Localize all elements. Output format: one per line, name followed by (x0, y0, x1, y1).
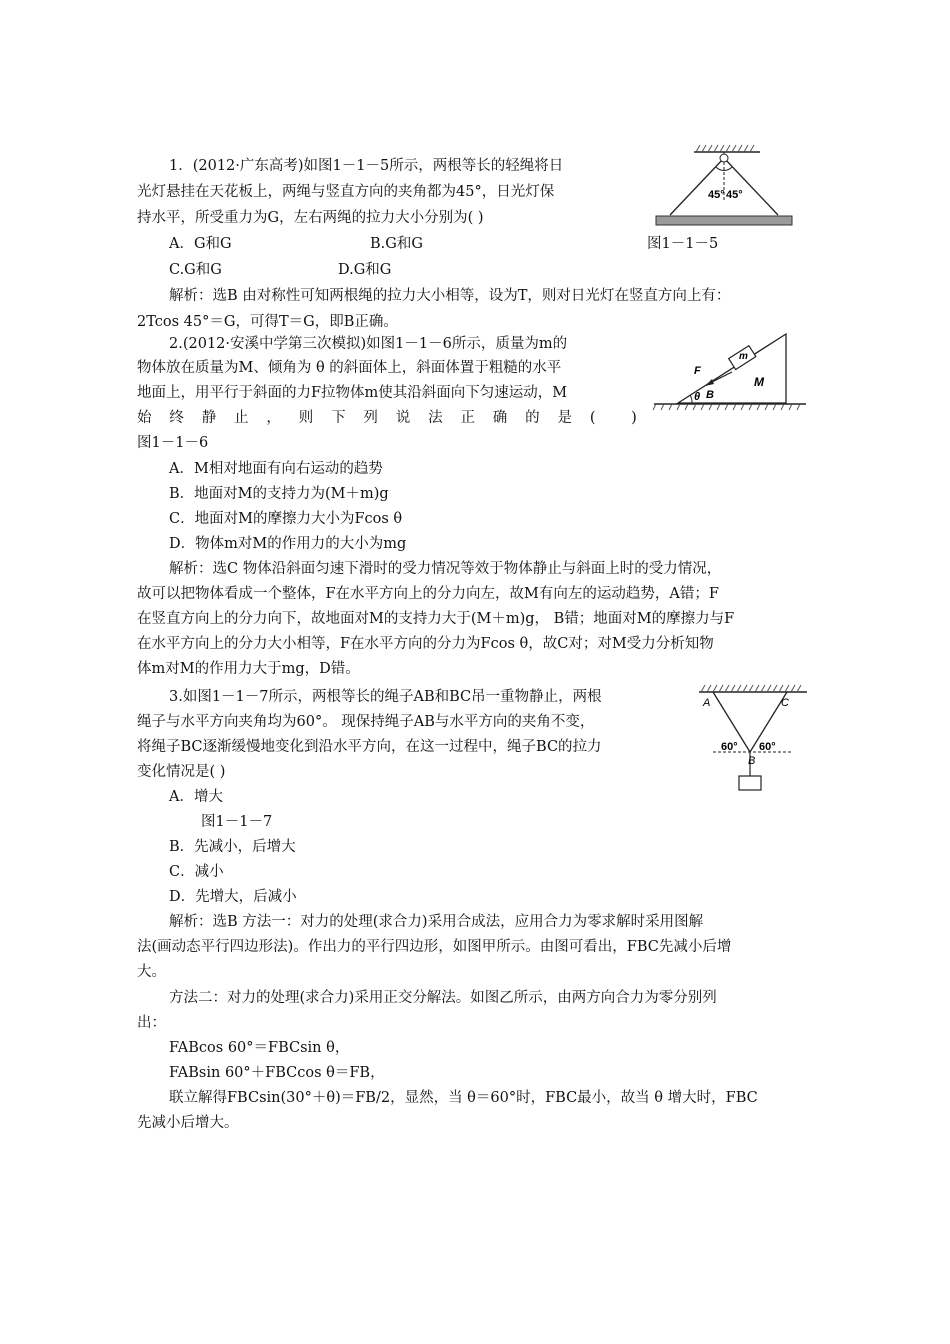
q2-fig-label-big-m: M (754, 375, 764, 389)
q3-stem-line-1: 3.如图1－1－7所示，两根等长的绳子AB和BC吊一重物静止，两根 (169, 689, 602, 705)
q2-option-b: B．地面对M的支持力为(M＋m)g (169, 486, 389, 502)
q3-solution-line-2: 法(画动态平行四边形法)。作出力的平行四边形，如图甲所示。由图可看出，FBC先减小后增 (137, 939, 732, 955)
q3-solution-line-7: 先减小后增大。 (137, 1115, 239, 1131)
q3-option-b: B．先减小，后增大 (169, 839, 296, 855)
q2-stem-char: ( (589, 410, 596, 426)
q2-stem-char: ， (266, 410, 281, 426)
q2-stem-char: 始 (137, 410, 152, 426)
q1-solution-line-2: 2Tcos 45°＝G，可得T＝G，即B正确。 (137, 314, 398, 330)
q2-stem-char: 正 (460, 410, 475, 426)
q1-stem-line-2: 光灯悬挂在天花板上，两绳与竖直方向的夹角都为45°，日光灯保 (137, 184, 555, 200)
q3-fig-angle-right: 60° (759, 741, 776, 753)
q2-stem-line-4 (137, 408, 637, 428)
q2-stem-char: ) (631, 410, 637, 426)
q2-stem-line-3: 地面上，用平行于斜面的力F拉物体m使其沿斜面向下匀速运动，M (137, 385, 568, 401)
q3-stem-line-4: 变化情况是( ) (137, 764, 226, 780)
q1-option-d: D.G和G (338, 262, 392, 278)
q1-option-a: A．G和G (169, 236, 232, 252)
figure-1-1-7 (695, 680, 815, 792)
q2-stem-char: 静 (201, 410, 217, 426)
q2-solution-line-2: 故可以把物体看成一个整体，F在水平方向上的分力向左，故M有向左的运动趋势，A错；F (137, 586, 719, 602)
q2-fig-label-theta: θ (694, 391, 701, 403)
q2-option-d: D．物体m对M的作用力的大小为mg (169, 536, 407, 552)
q2-stem-line-1: 2.(2012·安溪中学第三次模拟)如图1－1－6所示，质量为m的 (169, 336, 568, 352)
q3-equation-2: FABsin 60°＋FBCcos θ＝FB， (169, 1065, 385, 1081)
q1-option-b: B.G和G (370, 236, 423, 252)
q2-stem-char: 终 (169, 410, 184, 426)
q2-stem-char: 确 (492, 410, 508, 426)
figure-1-1-6 (648, 326, 808, 416)
q1-stem-line-1: 1．(2012·广东高考)如图1－1－5所示，两根等长的轻绳将日 (169, 158, 564, 174)
q2-option-a: A．M相对地面有向右运动的趋势 (169, 461, 383, 477)
q3-solution-line-1: 解析：选B 方法一：对力的处理(求合力)采用合成法，应用合力为零求解时采用图解 (169, 914, 704, 930)
q3-solution-line-4: 方法二：对力的处理(求合力)采用正交分解法。如图乙所示，由两方向合力为零分别列 (169, 990, 717, 1006)
q2-solution-line-3: 在竖直方向上的分力向下，故地面对M的支持力大于(M＋m)g， B错；地面对M的摩擦力与F (137, 611, 735, 627)
q1-fig-angle-right: 45° (726, 189, 743, 201)
q3-solution-line-5: 出： (137, 1015, 166, 1031)
q2-stem-char: 的 (525, 410, 540, 426)
q2-option-c: C．地面对M的摩擦力大小为Fcos θ (169, 511, 403, 527)
q3-fig-angle-left: 60° (721, 741, 738, 753)
q2-stem-char: 列 (363, 410, 378, 426)
q2-solution-line-4: 在水平方向上的分力大小相等，F在水平方向的分力为Fcos θ，故C对；对M受力分析知物 (137, 636, 714, 652)
q1-stem-line-3: 持水平，所受重力为G，左右两绳的拉力大小分别为( ) (137, 210, 484, 226)
q2-figure-caption: 图1－1－6 (137, 435, 209, 451)
q3-fig-label-a: A (703, 697, 711, 709)
q2-stem-char: 法 (428, 410, 443, 426)
q3-stem-line-2: 绳子与水平方向夹角均为60°。 现保持绳子AB与水平方向的夹角不变， (137, 714, 595, 730)
q3-figure-caption: 图1－1－7 (201, 814, 273, 830)
q2-fig-label-small-m: m (739, 351, 748, 362)
q3-fig-label-c: C (781, 697, 789, 709)
q2-stem-char: 下 (331, 410, 346, 426)
q2-stem-char: 则 (298, 410, 314, 426)
q2-solution-line-1: 解析：选C 物体沿斜面匀速下滑时的受力情况等效于物体静止与斜面上时的受力情况， (169, 561, 722, 577)
q2-stem-line-2: 物体放在质量为M、倾角为 θ 的斜面体上，斜面体置于粗糙的水平 (137, 360, 562, 376)
q2-fig-label-f: F (694, 365, 701, 377)
q1-figure-caption: 图1－1－5 (647, 236, 719, 252)
q1-fig-angle-left: 45° (708, 189, 725, 201)
q3-equation-1: FABcos 60°＝FBCsin θ， (169, 1040, 350, 1056)
q3-solution-line-3: 大。 (137, 964, 166, 980)
q2-stem-char: 是 (557, 410, 572, 426)
q2-fig-label-b: B (706, 389, 714, 401)
q3-solution-line-6: 联立解得FBCsin(30°＋θ)＝FB/2，显然，当 θ＝60°时，FBC最小，故当 θ 增大时，FBC (169, 1090, 758, 1106)
figure-1-1-5 (650, 140, 800, 232)
q3-option-d: D．先增大，后减小 (169, 889, 297, 905)
q1-solution-line-1: 解析：选B 由对称性可知两根绳的拉力大小相等，设为T，则对日光灯在竖直方向上有： (169, 288, 731, 304)
q2-stem-char: 说 (395, 410, 411, 426)
q3-option-a: A．增大 (169, 789, 223, 805)
q3-fig-label-b: B (748, 755, 756, 767)
q3-option-c: C．减小 (169, 864, 224, 880)
q3-stem-line-3: 将绳子BC逐渐缓慢地变化到沿水平方向，在这一过程中，绳子BC的拉力 (137, 739, 602, 755)
q1-option-c: C.G和G (169, 262, 222, 278)
q2-solution-line-5: 体m对M的作用力大于mg，D错。 (137, 661, 360, 677)
q2-stem-char: 止 (234, 410, 249, 426)
